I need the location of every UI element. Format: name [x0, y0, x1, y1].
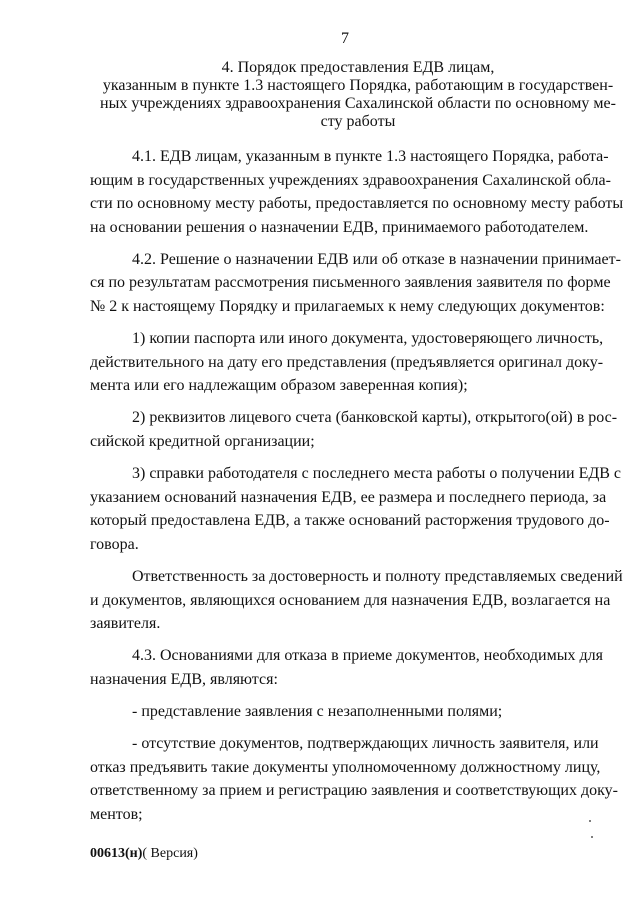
- heading-line: 4. Порядок предоставления ЕДВ лицам,: [221, 59, 495, 76]
- text-line: на основании решения о назначении ЕДВ, принимаемого работодателем.: [90, 218, 589, 236]
- text-line: назначения ЕДВ, являются:: [90, 670, 278, 688]
- text-line: действительного на дату его представления (предъявляется оригинал доку-: [90, 353, 604, 371]
- list-item-1: [90, 327, 604, 398]
- paragraph-4-3: [90, 644, 603, 691]
- text-line: указанием оснований назначения ЕДВ, ее размера и последнего периода, за: [90, 488, 607, 506]
- text-line: Ответственность за достоверность и полноту представляемых сведений: [132, 568, 623, 585]
- text-line: - представление заявления с незаполненными полями;: [132, 702, 503, 720]
- text-line: 3) справки работодателя с последнего места работы о получении ЕДВ с: [132, 465, 622, 483]
- section-heading: [98, 59, 618, 131]
- text-line: сийской кредитной организации;: [90, 433, 315, 451]
- text-line: ответственному за прием и регистрацию заявления и соответствующих доку-: [90, 782, 619, 800]
- refusal-reason-1: [90, 700, 598, 724]
- paragraph-4-2: [90, 248, 621, 319]
- text-line: 2) реквизитов лицевого счета (банковской карты), открытого(ой) в рос-: [132, 409, 618, 427]
- text-line: 4.2. Решение о назначении ЕДВ или об отказе в назначении принимает-: [132, 250, 621, 268]
- document-body: [90, 145, 624, 835]
- text-line: и документов, являющихся основанием для назначения ЕДВ, возлагается на: [90, 591, 611, 609]
- scan-speck: [591, 836, 593, 838]
- scan-speck: [589, 820, 591, 822]
- heading-line: сту работы: [320, 113, 396, 130]
- text-line: говора.: [90, 535, 139, 553]
- page-number: 7: [341, 30, 349, 47]
- text-line: ментов;: [90, 805, 143, 823]
- text-line: отказ предъявить такие документы уполномоченному должностному лицу,: [90, 758, 601, 776]
- document-version: ( Версия): [142, 846, 198, 861]
- text-line: ся по результатам рассмотрения письменного заявления заявителя по форме: [90, 274, 611, 292]
- responsibility-paragraph: [90, 565, 623, 636]
- paragraph-4-1: [90, 145, 624, 239]
- text-line: 4.3. Основаниями для отказа в приеме документов, необходимых для: [132, 647, 603, 665]
- text-line: заявителя.: [90, 615, 161, 633]
- text-line: ющим в государственных учреждениях здравоохранения Сахалинской обла-: [90, 171, 611, 189]
- list-item-2: [90, 406, 618, 453]
- heading-line: указанным в пункте 1.3 настоящего Порядка, работающим в государствен-: [102, 77, 614, 94]
- text-line: - отсутствие документов, подтверждающих личность заявителя, или: [132, 735, 599, 753]
- document-footer: [90, 846, 198, 862]
- text-line: 1) копии паспорта или иного документа, удостоверяющего личность,: [132, 330, 604, 348]
- text-line: сти по основному месту работы, предоставляется по основному месту работы: [90, 195, 624, 213]
- document-code: 00613(н): [90, 846, 143, 861]
- text-line: который предоставлена ЕДВ, а также оснований расторжения трудового до-: [90, 512, 610, 530]
- heading-line: ных учреждениях здравоохранения Сахалинской области по основному ме-: [100, 95, 616, 112]
- text-line: 4.1. ЕДВ лицам, указанным в пункте 1.3 настоящего Порядка, работа-: [132, 148, 609, 165]
- list-item-3: [90, 462, 622, 556]
- text-line: № 2 к настоящему Порядку и прилагаемых к нему следующих документов:: [90, 298, 605, 316]
- refusal-reason-2: [90, 732, 619, 826]
- text-line: мента или его надлежащим образом заверенная копия);: [90, 377, 468, 395]
